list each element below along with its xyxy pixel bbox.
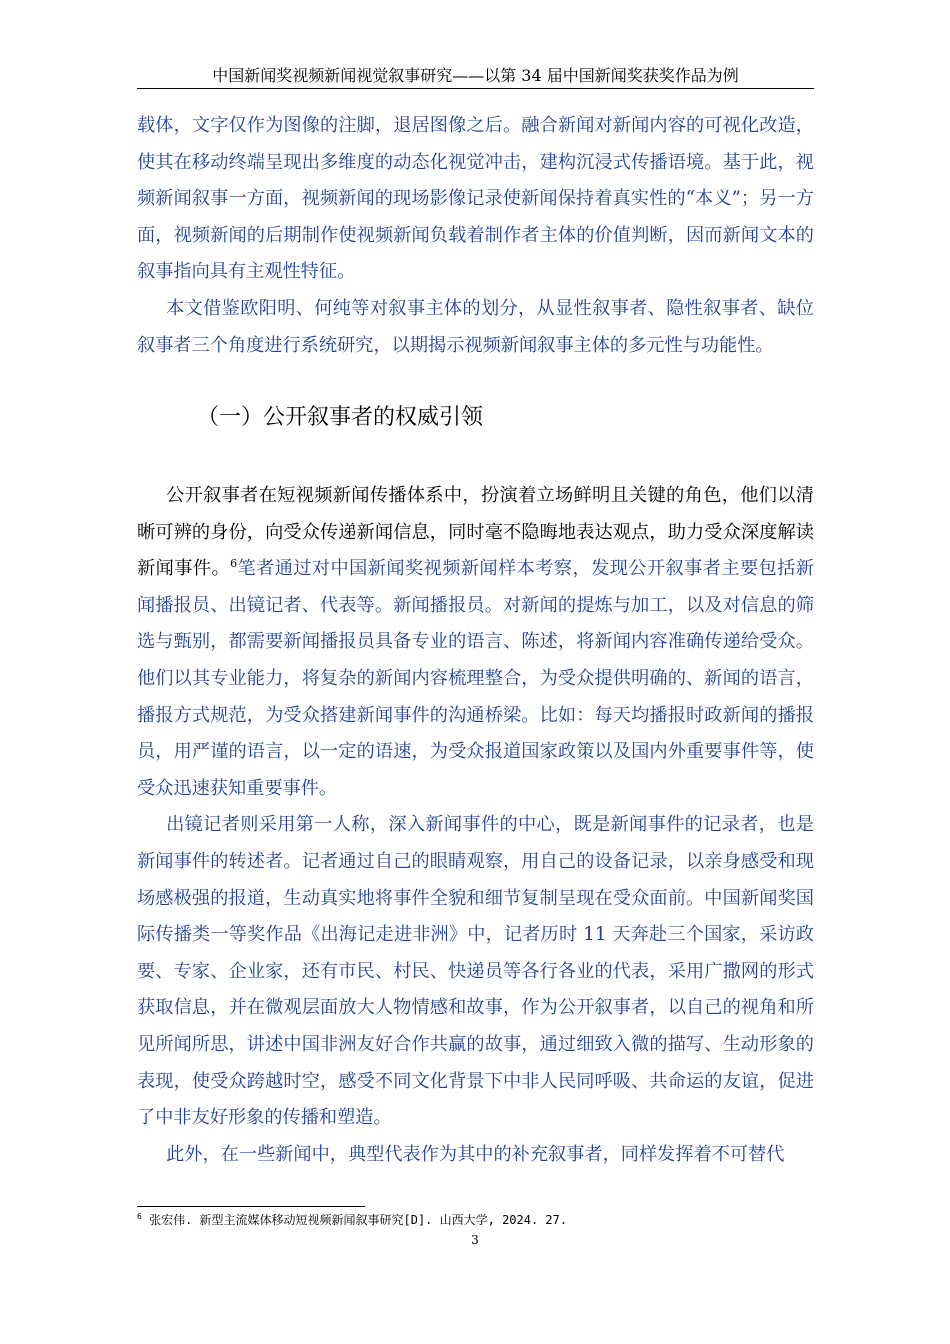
footnote-rule xyxy=(137,1206,365,1207)
footnote-text: 张宏伟. 新型主流媒体移动短视频新闻叙事研究[D]. 山西大学, 2024. 27. xyxy=(149,1213,568,1227)
intro-block xyxy=(137,108,814,364)
page-number: 3 xyxy=(471,1233,479,1247)
section-body xyxy=(137,478,814,1173)
public-narrator-rest: 笔者通过对中国新闻奖视频新闻样本考察，发现公开叙事者主要包括新闻播报员、出镜记者、代表等。新闻播报员。对新闻的提炼与加工，以及对信息的筛选与甄别，都需要新闻播报员具备专业的语言、陈述，将新闻内容准确传递给受众。他们以其专业能力，将复杂的新闻内容梳理整合，为受众提供明确的、新闻的语言，播报方式规范，为受众搭建新闻事件的沟通桥梁。比如：每天均播报时政新闻的播报员，用严谨的语言，以一定的语速，为受众报道国家政策以及国内外重要事件等，使受众迅速获知重要事件。 xyxy=(137,558,814,799)
section-heading: （一）公开叙事者的权威引领 xyxy=(197,405,484,430)
public-narrator-lead: 公开叙事者在短视频新闻传播体系中，扮演着立场鲜明且关键的角色，他们以清晰可辨的身份，向受众传递新闻信息，同时毫不隐晦地表达观点，助力受众深度解读新闻事件。 xyxy=(137,485,814,580)
footnote xyxy=(137,1212,814,1228)
paragraph-method: 本文借鉴欧阳明、何纯等对叙事主体的划分，从显性叙事者、隐性叙事者、缺位叙事者三个角度进行系统研究，以期揭示视频新闻叙事主体的多元性与功能性。 xyxy=(137,297,814,356)
running-header: 中国新闻奖视频新闻视觉叙事研究——以第 34 届中国新闻奖获奖作品为例 xyxy=(212,66,739,85)
footnote-ref: 6 xyxy=(230,557,238,571)
paragraph-public-narrator xyxy=(137,478,814,807)
paragraph-carrier: 载体，文字仅作为图像的注脚，退居图像之后。融合新闻对新闻内容的可视化改造，使其在移动终端呈现出多维度的动态化视觉冲击，建构沉浸式传播语境。基于此，视频新闻叙事一方面，视频新闻的现场影像记录使新闻保持着真实性的“本义”；另一方面，视频新闻的后期制作使视频新闻负载着制作者主体的价值判断，因而新闻文本的叙事指向具有主观性特征。 xyxy=(137,115,814,283)
paragraph-on-site-reporter: 出镜记者则采用第一人称，深入新闻事件的中心，既是新闻事件的记录者，也是新闻事件的转述者。记者通过自己的眼睛观察，用自己的设备记录，以亲身感受和现场感极强的报道，生动真实地将事件全貌和细节复制呈现在受众面前。中国新闻奖国际传播类一等奖作品《出海记走进非洲》中，记者历时 11 天奔赴三个国家，采访政要、专家、企业家，还有市民、村民、快递员等各行各业的代表，采用广撒网的形式获取信息，并在微观层面放大人物情感和故事，作为公开叙事者，以自己的视角和所见所闻所思，讲述中国非洲友好合作共赢的故事，通过细致入微的描写、生动形象的表现，使受众跨越时空，感受不同文化背景下中非人民同呼吸、共命运的友谊，促进了中非友好形象的传播和塑造。 xyxy=(137,814,814,1129)
paragraph-typical-representative: 此外，在一些新闻中，典型代表作为其中的补充叙事者，同样发挥着不可替代 xyxy=(166,1143,785,1165)
header-rule xyxy=(137,88,814,89)
footnote-marker: 6 xyxy=(137,1212,142,1221)
